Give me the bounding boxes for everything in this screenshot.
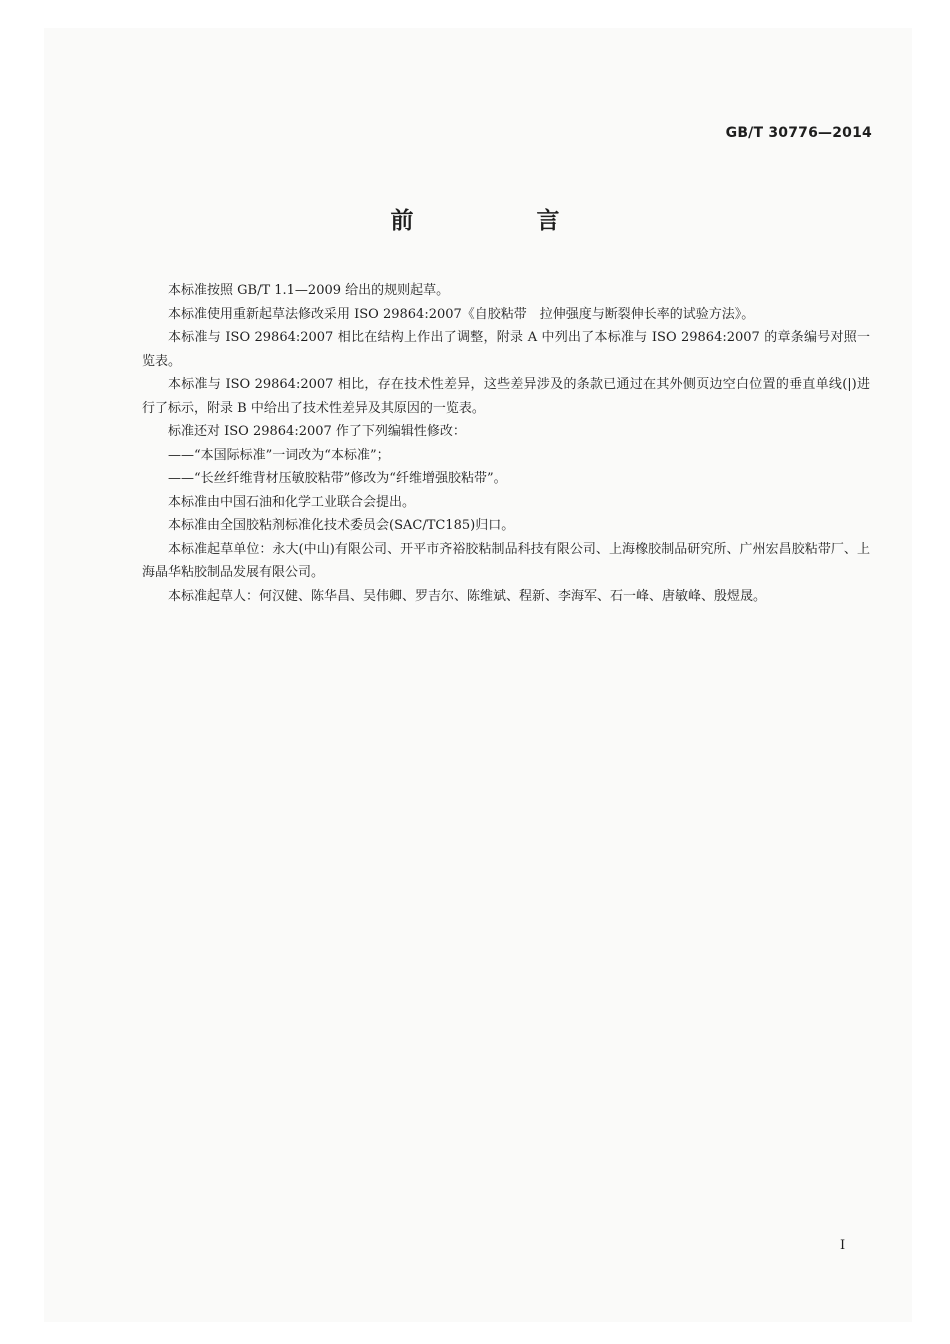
paragraph-technical-committee: 本标准由全国胶粘剂标准化技术委员会(SAC/TC185)归口。 (168, 518, 515, 533)
list-item: ——“本国际标准”一词改为“本标准”； (168, 447, 390, 463)
paragraph-adoption-method: 本标准使用重新起草法修改采用 ISO 29864:2007《自胶粘带 拉伸强度与断裂伸长率的试验方法》。 (168, 306, 755, 322)
list-item: ——“长丝纤维背材压敏胶粘带”修改为“纤维增强胶粘带”。 (168, 471, 507, 486)
paragraph-editorial-changes: 标准还对 ISO 29864:2007 作了下列编辑性修改： (168, 424, 466, 439)
page-number: I (840, 1238, 846, 1253)
page-title: 前 言 (390, 208, 610, 234)
standard-number: GB/T 30776—2014 (725, 125, 872, 141)
paragraph-technical-differences: 本标准与 ISO 29864:2007 相比，存在技术性差异，这些差异涉及的条款已通过在其外侧页边空白位置的垂直单线(|)进行了标示，附录 B 中给出了技术性差异及其原因的一览表。 (142, 377, 870, 416)
paragraph-proposer: 本标准由中国石油和化学工业联合会提出。 (168, 494, 416, 510)
paragraph-drafters: 本标准起草人：何汉健、陈华昌、吴伟卿、罗吉尔、陈维斌、程新、李海军、石一峰、唐敏峰、殷煜晟。 (168, 588, 767, 604)
foreword-body (142, 279, 870, 608)
paragraph-drafting-units: 本标准起草单位：永大(中山)有限公司、开平市齐裕胶粘制品科技有限公司、上海橡胶制品研究所、广州宏昌胶粘带厂、上海晶华粘胶制品发展有限公司。 (142, 541, 870, 580)
paragraph-structure-changes: 本标准与 ISO 29864:2007 相比在结构上作出了调整，附录 A 中列出了本标准与 ISO 29864:2007 的章条编号对照一览表。 (142, 330, 870, 369)
paragraph-drafting-rules: 本标准按照 GB/T 1.1—2009 给出的规则起草。 (168, 283, 450, 298)
